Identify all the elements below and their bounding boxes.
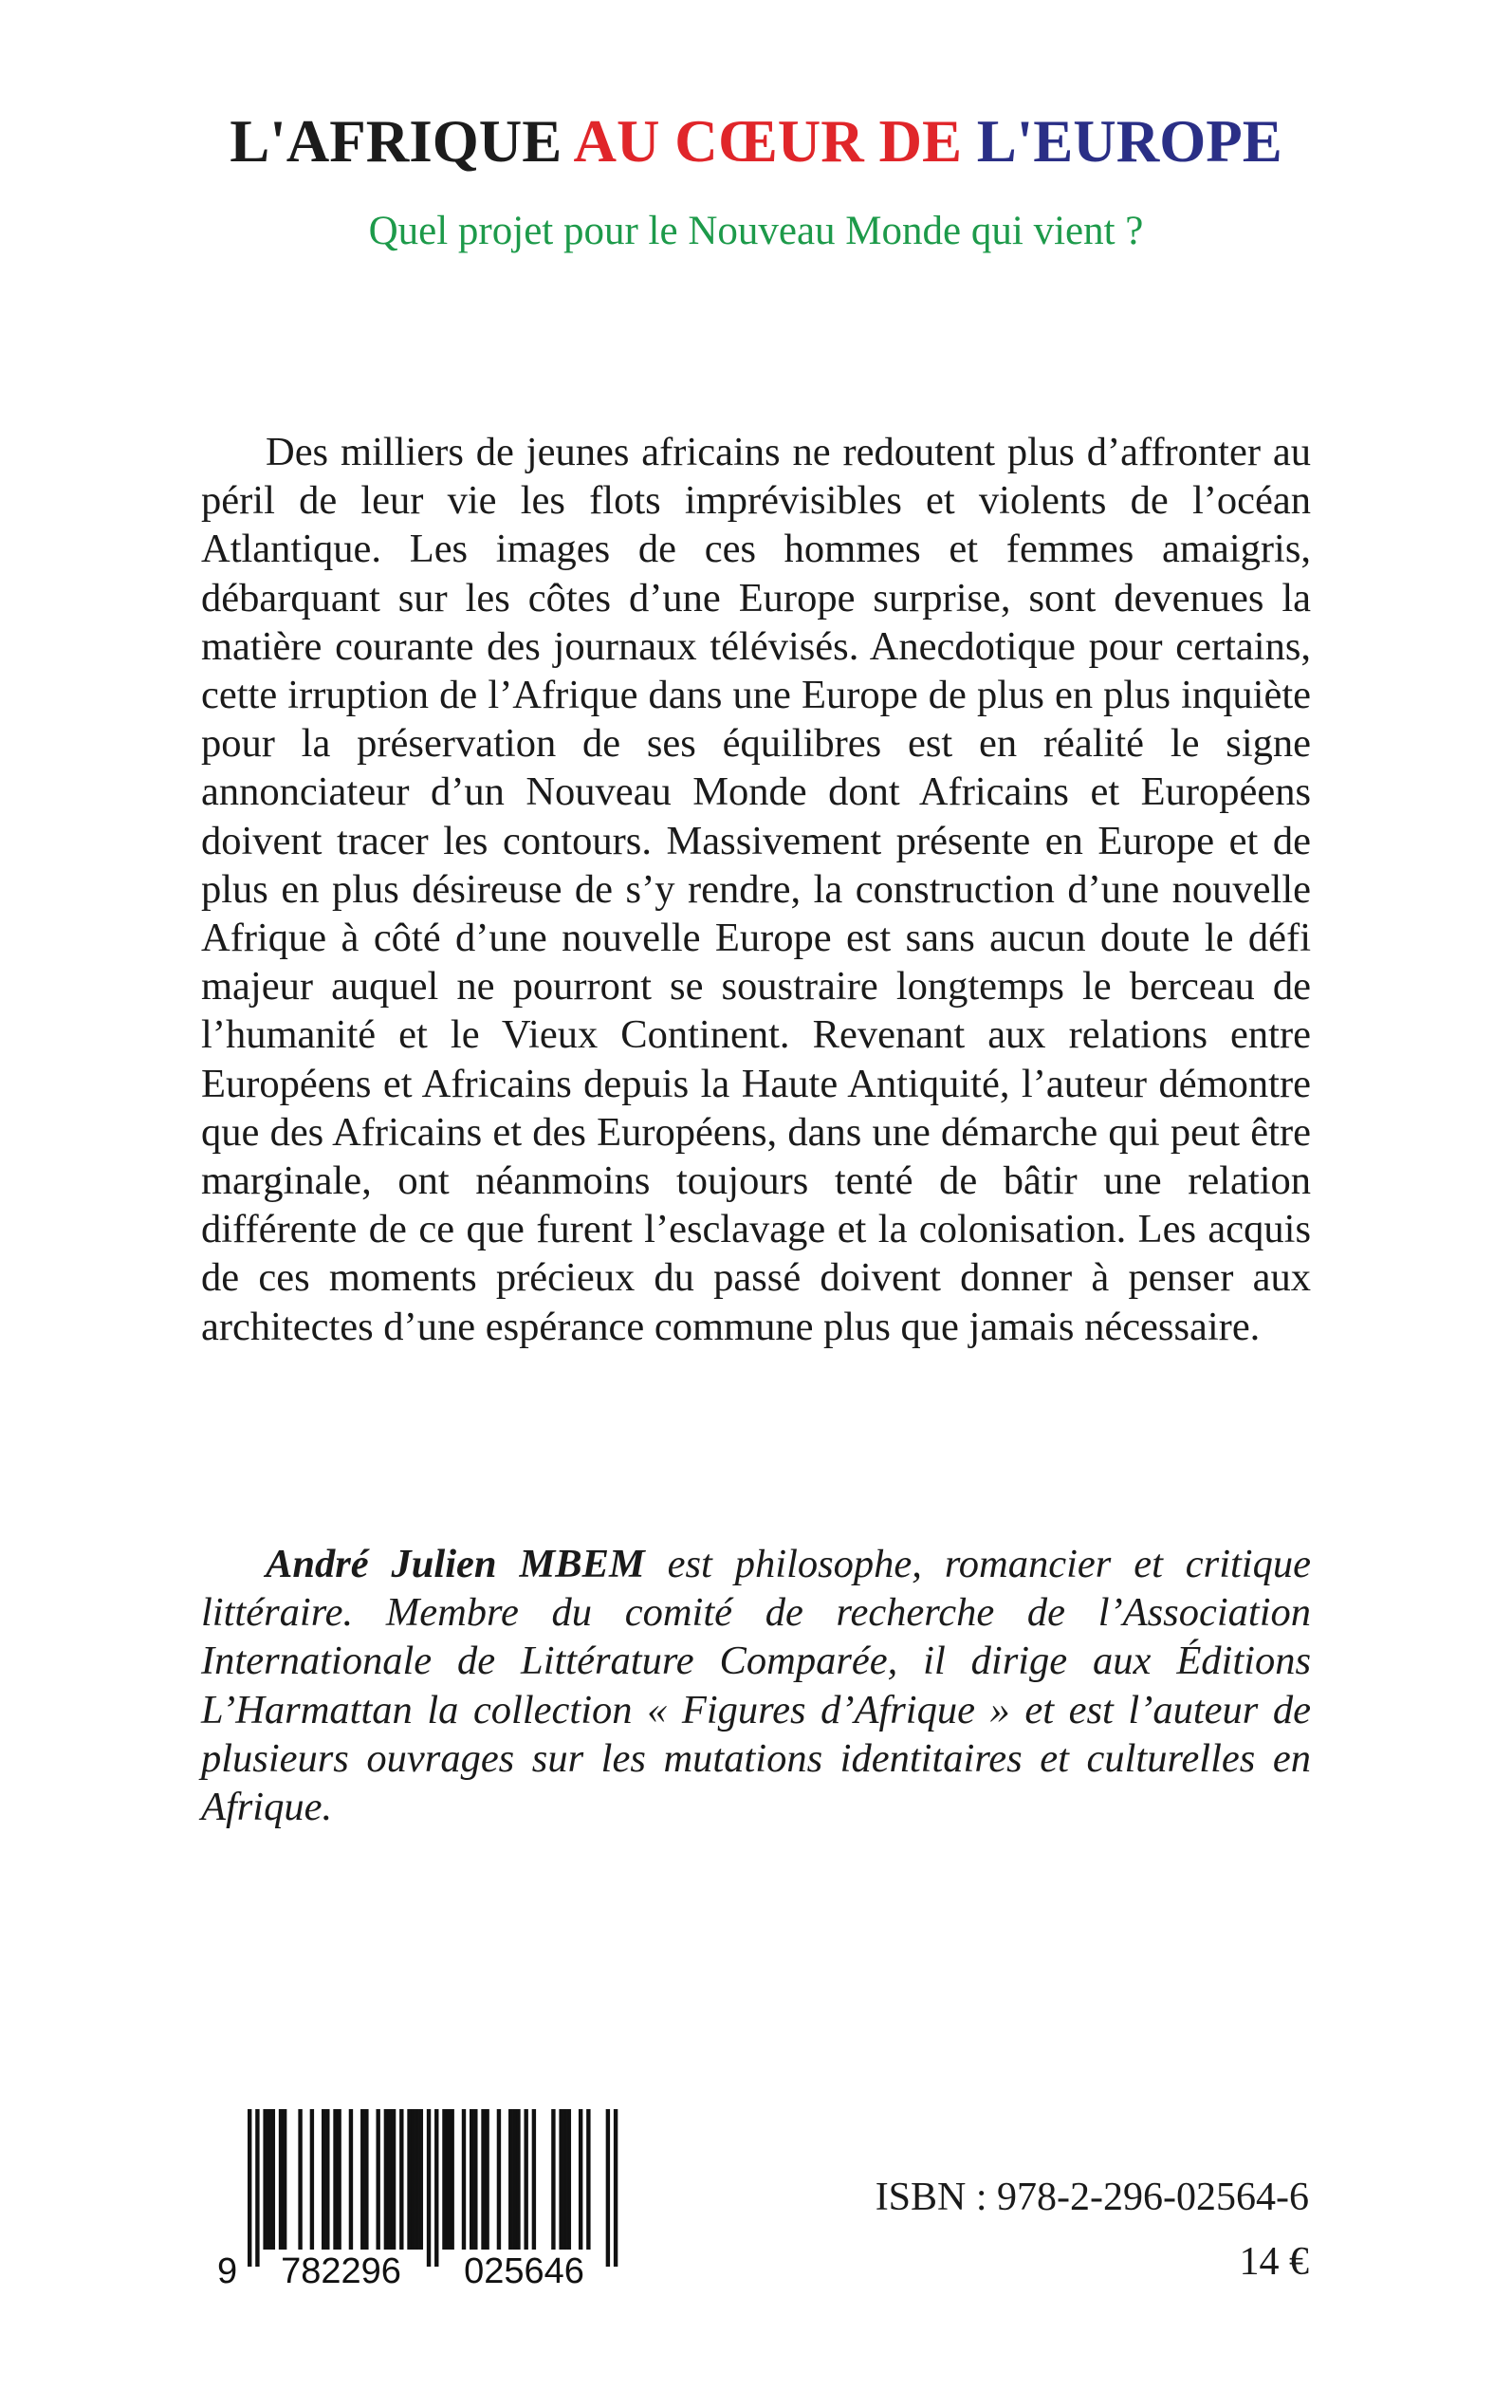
barcode-bar bbox=[512, 2109, 516, 2250]
barcode-graphic bbox=[215, 2109, 619, 2285]
barcode-bar bbox=[427, 2109, 431, 2267]
barcode-bar bbox=[551, 2109, 555, 2250]
barcode-bar bbox=[376, 2109, 379, 2250]
barcode-bar bbox=[349, 2109, 353, 2250]
barcode-bar bbox=[322, 2109, 325, 2250]
barcode-bar bbox=[462, 2109, 466, 2250]
title-part-blue: L'EUROPE bbox=[976, 108, 1282, 175]
barcode-bar bbox=[450, 2109, 453, 2250]
barcode-bar bbox=[267, 2109, 271, 2250]
author-name: André Julien MBEM bbox=[266, 1542, 645, 1586]
barcode-bar bbox=[399, 2109, 403, 2250]
isbn-barcode bbox=[215, 2109, 619, 2285]
isbn-number: ISBN : 978-2-296-02564-6 bbox=[875, 2176, 1309, 2219]
barcode-bar bbox=[473, 2109, 477, 2250]
barcode-bar bbox=[298, 2109, 302, 2250]
barcode-bar bbox=[364, 2109, 368, 2250]
barcode-bar bbox=[392, 2109, 396, 2250]
barcode-bar bbox=[337, 2109, 341, 2250]
barcode-bar bbox=[415, 2109, 419, 2250]
barcode-bar bbox=[614, 2109, 618, 2267]
barcode-bar bbox=[508, 2109, 512, 2250]
barcode-bar bbox=[283, 2109, 286, 2250]
barcode-bar bbox=[524, 2109, 527, 2250]
barcode-digit-first: 9 bbox=[217, 2251, 238, 2285]
barcode-bar bbox=[279, 2109, 283, 2250]
barcode-bar bbox=[532, 2109, 536, 2250]
title-part-black: L'AFRIQUE bbox=[230, 108, 562, 175]
barcode-bar bbox=[442, 2109, 446, 2250]
barcode-bar bbox=[559, 2109, 562, 2250]
author-bio-text: est philosophe, romancier et critique littéraire. Membre du comité de recherche de l’Association Internationale de Littérature Comparée, il dirige aux Éditions L’Harmattan la collection « Figures d’Afrique » et est l’auteur de plusieurs ouvrages sur les mutations identitaires et culturelles en Afrique. bbox=[201, 1542, 1311, 1830]
barcode-bar bbox=[333, 2109, 337, 2250]
barcode-bar bbox=[516, 2109, 520, 2250]
barcode-bar bbox=[325, 2109, 329, 2250]
book-subtitle: Quel projet pour le Nouveau Monde qui vient ? bbox=[368, 209, 1144, 253]
barcode-bar bbox=[470, 2109, 473, 2250]
barcode-bar bbox=[434, 2109, 438, 2267]
barcode-bar bbox=[579, 2109, 582, 2250]
barcode-bar bbox=[384, 2109, 388, 2250]
barcode-bar bbox=[485, 2109, 489, 2250]
book-title bbox=[0, 108, 1512, 175]
barcode-bar bbox=[248, 2109, 251, 2267]
barcode-bar bbox=[567, 2109, 571, 2250]
barcode-bar bbox=[497, 2109, 501, 2250]
barcode-bar bbox=[255, 2109, 259, 2267]
barcode-bar bbox=[388, 2109, 392, 2250]
barcode-bar bbox=[586, 2109, 590, 2250]
barcode-bar bbox=[360, 2109, 364, 2250]
barcode-bar bbox=[563, 2109, 567, 2250]
barcode-bar bbox=[407, 2109, 411, 2250]
barcode-digits-left: 782296 bbox=[281, 2251, 401, 2285]
title-part-red: AU CŒUR DE bbox=[573, 108, 963, 175]
barcode-bar bbox=[263, 2109, 267, 2250]
author-bio bbox=[201, 1540, 1311, 1831]
barcode-bar bbox=[271, 2109, 275, 2250]
barcode-bar bbox=[419, 2109, 423, 2250]
barcode-digits-right: 025646 bbox=[464, 2251, 584, 2285]
barcode-bar bbox=[411, 2109, 415, 2250]
barcode-bar bbox=[606, 2109, 610, 2267]
barcode-bar bbox=[310, 2109, 314, 2250]
barcode-bar bbox=[481, 2109, 485, 2250]
blurb-paragraph: Des milliers de jeunes africains ne redoutent plus d’affronter au péril de leur vie les flots imprévisibles et violents de l’océan Atlantique. Les images de ces hommes et femmes amaigris, débarquant sur les côtes d’une Europe surprise, sont devenues la matière courante des journaux télévisés. Anecdotique pour certains, cette irruption de l’Afrique dans une Europe de plus en plus inquiète pour la préservation de ses équilibres est en réalité le signe annonciateur d’un Nouveau Monde dont Africains et Européens doivent tracer les contours. Massivement présente en Europe et de plus en plus désireuse de s’y rendre, la construction d’une nouvelle Afrique à côté d’une nouvelle Europe est sans aucun doute le défi majeur auquel ne pourront se soustraire longtemps le berceau de l’humanité et le Vieux Continent. Revenant aux relations entre Européens et Africains depuis la Haute Antiquité, l’auteur démontre que des Africains et des Européens, dans une démarche qui peut être marginale, ont néanmoins toujours tenté de bâtir une relation différente de ce que furent l’esclavage et la colonisation. Les acquis de ces moments précieux du passé doivent donner à penser aux architectes d’une espérance commune plus que jamais nécessaire. bbox=[201, 430, 1311, 1349]
price: 14 € bbox=[1239, 2240, 1309, 2284]
barcode-bar bbox=[446, 2109, 450, 2250]
